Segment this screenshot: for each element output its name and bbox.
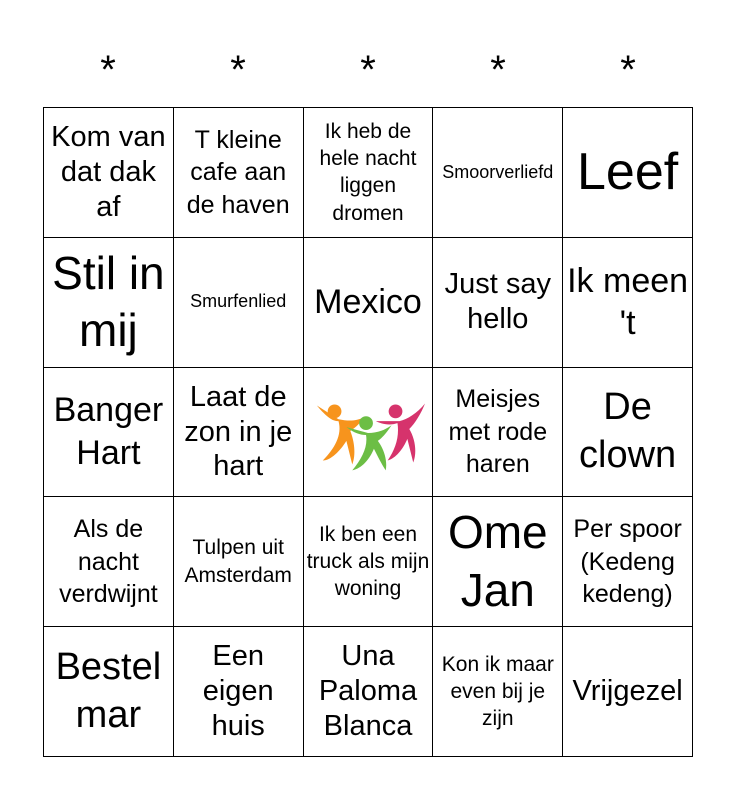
- bingo-grid: [43, 107, 693, 757]
- header-star: *: [490, 48, 506, 92]
- cell-text: Ik meen 't: [567, 261, 689, 343]
- bingo-cell[interactable]: [174, 108, 304, 238]
- cell-text: Leef: [576, 143, 679, 202]
- cell-text: Ome Jan: [447, 506, 548, 616]
- cell-text: Tulpen uit Amsterdam: [184, 536, 292, 587]
- bingo-cell[interactable]: [563, 108, 693, 238]
- bingo-cell[interactable]: [433, 497, 563, 627]
- bingo-cell[interactable]: [433, 108, 563, 238]
- free-space-cell[interactable]: [304, 368, 434, 498]
- bingo-cell[interactable]: [563, 368, 693, 498]
- cell-text: Laat de zon in je hart: [184, 380, 293, 483]
- cell-text: Kom van dat dak af: [51, 121, 166, 223]
- bingo-cell[interactable]: [174, 497, 304, 627]
- header-row: [43, 40, 693, 100]
- bingo-cell[interactable]: [304, 497, 434, 627]
- header-star: *: [100, 48, 116, 92]
- cell-text: Ik heb de hele nacht liggen dromen: [319, 119, 417, 225]
- bingo-cell[interactable]: [174, 238, 304, 368]
- cell-text: Per spoor (Kedeng kedeng): [573, 515, 682, 609]
- bingo-cell[interactable]: [44, 238, 174, 368]
- cell-text: Mexico: [314, 282, 422, 321]
- cell-text: Just say hello: [444, 268, 551, 336]
- bingo-cell[interactable]: [563, 497, 693, 627]
- cell-text: Vrijgezel: [572, 675, 683, 708]
- bingo-cell[interactable]: [563, 238, 693, 368]
- cell-text: Smoorverliefd: [442, 161, 554, 182]
- bingo-cell[interactable]: [563, 627, 693, 757]
- cell-text: Ik ben een truck als mijn woning: [306, 522, 430, 601]
- bingo-cell[interactable]: [433, 627, 563, 757]
- header-star: *: [620, 48, 636, 92]
- cell-text: Smurfenlied: [190, 291, 287, 312]
- bingo-cell[interactable]: [304, 108, 434, 238]
- bingo-cell[interactable]: [174, 368, 304, 498]
- cell-text: Meisjes met rode haren: [448, 385, 548, 479]
- header-star: *: [360, 48, 376, 92]
- bingo-cell[interactable]: [44, 108, 174, 238]
- cell-text: Een eigen huis: [202, 640, 274, 742]
- header-star: *: [230, 48, 246, 92]
- cell-text: T kleine cafe aan de haven: [186, 125, 290, 219]
- cell-text: Bestel mar: [55, 646, 162, 736]
- bingo-cell[interactable]: [174, 627, 304, 757]
- cell-text: Stil in mij: [52, 246, 165, 357]
- cell-text: Kon ik maar even bij je zijn: [441, 652, 554, 731]
- bingo-cell[interactable]: [433, 238, 563, 368]
- bingo-cell[interactable]: [44, 627, 174, 757]
- bingo-cell[interactable]: [304, 627, 434, 757]
- cell-text: De clown: [579, 386, 677, 476]
- bingo-cell[interactable]: [433, 368, 563, 498]
- bingo-cell[interactable]: [304, 238, 434, 368]
- cell-text: Banger Hart: [53, 391, 164, 472]
- three-dancing-figures-logo: [309, 387, 427, 477]
- cell-text: Als de nacht verdwijnt: [59, 515, 158, 609]
- bingo-cell[interactable]: [44, 368, 174, 498]
- bingo-cell[interactable]: [44, 497, 174, 627]
- cell-text: Una Paloma Blanca: [318, 640, 418, 742]
